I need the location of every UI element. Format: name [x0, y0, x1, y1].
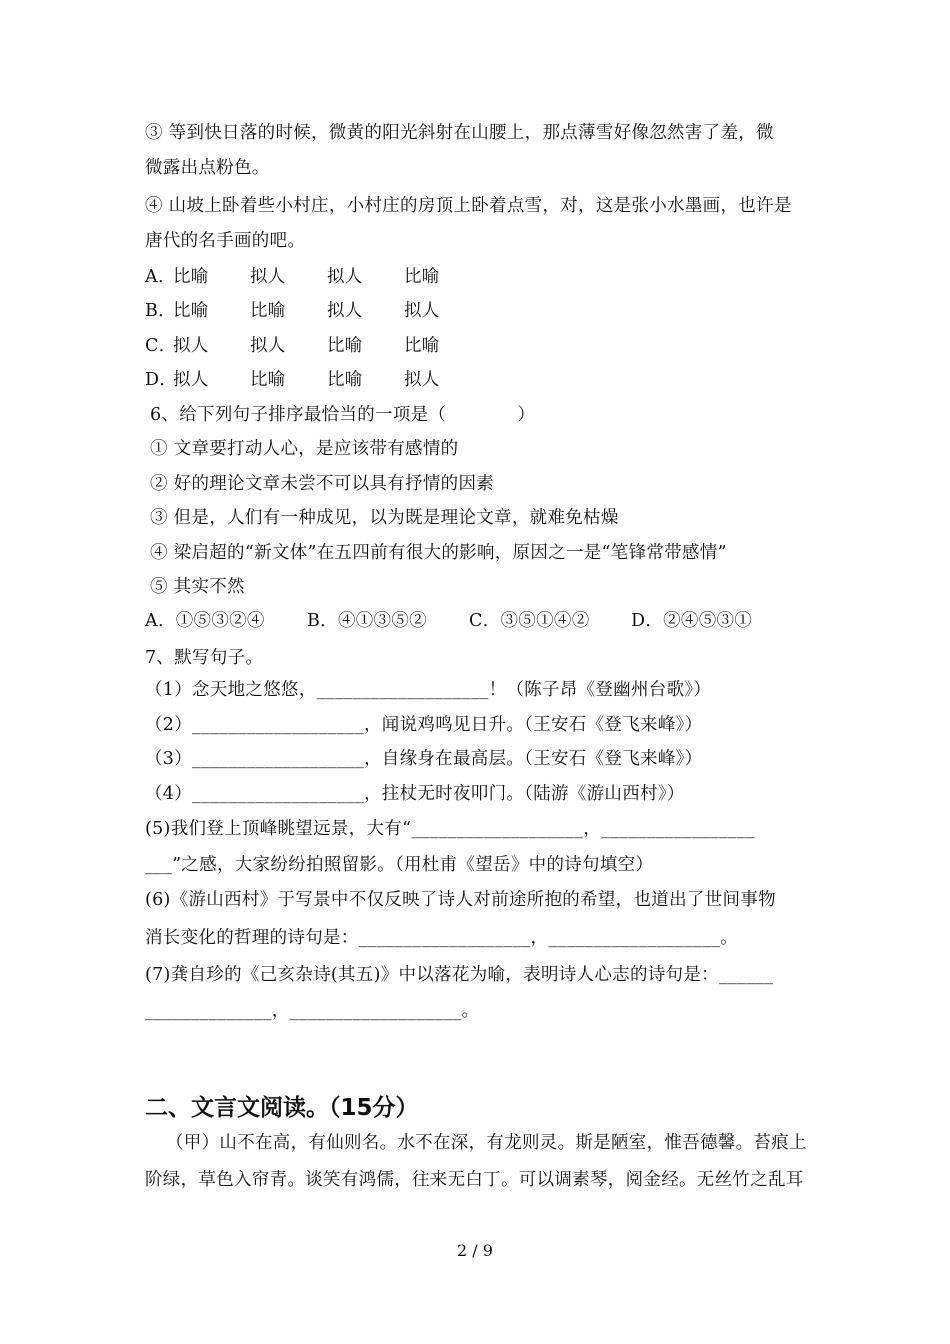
- option-choice: 比喻: [173, 267, 209, 287]
- option-choice: 拟人: [250, 336, 286, 356]
- passage-line-2: 阶绿，草色入帘青。谈笑有鸿儒，往来无白丁。可以调素琴，阅金经。无丝竹之乱耳: [145, 1170, 804, 1190]
- q7-stem: 7、默写句子。: [145, 648, 264, 668]
- option-choice: 比喻: [327, 336, 363, 356]
- q7-item-7-line1: (7)龚自珍的《己亥杂诗(其五)》中以落花为喻，表明诗人心志的诗句是：______: [145, 965, 774, 985]
- q6-option-a: A．①⑤③②④: [145, 611, 265, 631]
- q6-item-5: ⑤ 其实不然: [150, 577, 245, 597]
- option-label: B．: [145, 301, 176, 321]
- q7-item-4: （4）___________________，拄杖无时夜叩门。（陆游《游山西村》）: [145, 784, 685, 804]
- option-label: C．: [145, 336, 177, 356]
- q7-item-7-line2: ______________，___________________。: [145, 1001, 480, 1021]
- passage-line-1: （甲）山不在高，有仙则名。水不在深，有龙则灵。斯是陋室，惟吾德馨。苔痕上: [166, 1133, 807, 1153]
- option-choice: 比喻: [250, 370, 286, 390]
- q6-item-4: ④ 梁启超的“新文体”在五四前有很大的影响，原因之一是“笔锋常带感情”: [150, 543, 727, 563]
- q7-item-5-line1: (5)我们登上顶峰眺望远景，大有“___________________，_________________: [145, 819, 755, 839]
- q6-option-d: D．②④⑤③①: [631, 611, 753, 631]
- option-choice: 比喻: [250, 301, 286, 321]
- q6-item-3: ③ 但是，人们有一种成见，以为既是理论文章，就难免枯燥: [150, 508, 619, 528]
- option-choice: 拟人: [173, 370, 209, 390]
- q5-option-b: [145, 299, 481, 323]
- q6-options: [145, 609, 752, 633]
- q5-item4-line1: ④ 山坡上卧着些小村庄，小村庄的房顶上卧着点雪，对，这是张小水墨画，也许是: [145, 196, 792, 216]
- option-choice: 拟人: [327, 267, 363, 287]
- q6-option-b: B．④①③⑤②: [307, 611, 427, 631]
- option-choice: 拟人: [404, 301, 440, 321]
- q6-item-2: ② 好的理论文章未尝不可以具有抒情的因素: [150, 474, 495, 494]
- q5-option-c: [145, 334, 481, 358]
- q7-item-6-line1: (6)《游山西村》于写景中不仅反映了诗人对前途所抱的希望，也道出了世间事物: [145, 890, 776, 910]
- q5-option-d: [145, 368, 481, 392]
- q5-item3-line2: 微露出点粉色。: [145, 158, 270, 178]
- option-choice: 比喻: [327, 370, 363, 390]
- q6-item-1: ① 文章要打动人心，是应该带有感情的: [150, 439, 459, 459]
- option-choice: 比喻: [404, 267, 440, 287]
- option-choice: 拟人: [250, 267, 286, 287]
- option-choice: 比喻: [404, 336, 440, 356]
- q5-option-a: [145, 265, 481, 289]
- q7-item-1: （1）念天地之悠悠，___________________！（陈子昂《登幽州台歌》）: [145, 680, 712, 700]
- option-choice: 拟人: [173, 336, 209, 356]
- q7-item-5-line2: ___”之感，大家纷纷拍照留影。（用杜甫《望岳》中的诗句填空）: [145, 855, 654, 875]
- option-choice: 比喻: [173, 301, 209, 321]
- q7-item-3: （3）___________________，自缘身在最高层。（王安石《登飞来峰》）: [145, 749, 703, 769]
- option-label: D．: [145, 370, 178, 390]
- q5-item3-line1: ③ 等到快日落的时候，微黄的阳光斜射在山腰上，那点薄雪好像忽然害了羞，微: [145, 123, 774, 143]
- q7-item-2: （2）___________________，闻说鸡鸣见日升。（王安石《登飞来峰》）: [145, 715, 703, 735]
- option-label: A．: [145, 267, 176, 287]
- q5-item4-line2: 唐代的名手画的吧。: [145, 231, 306, 251]
- q7-item-6-line2: 消长变化的哲理的诗句是：___________________，___________________。: [145, 928, 739, 948]
- q6-option-c: C．③⑤①④②: [469, 611, 590, 631]
- section-heading: 二、文言文阅读。（15分）: [145, 1095, 419, 1121]
- page-number: 2 / 9: [457, 1241, 493, 1260]
- option-choice: 拟人: [327, 301, 363, 321]
- q6-stem: 6、给下列句子排序最恰当的一项是（ ）: [150, 405, 536, 425]
- option-choice: 拟人: [404, 370, 440, 390]
